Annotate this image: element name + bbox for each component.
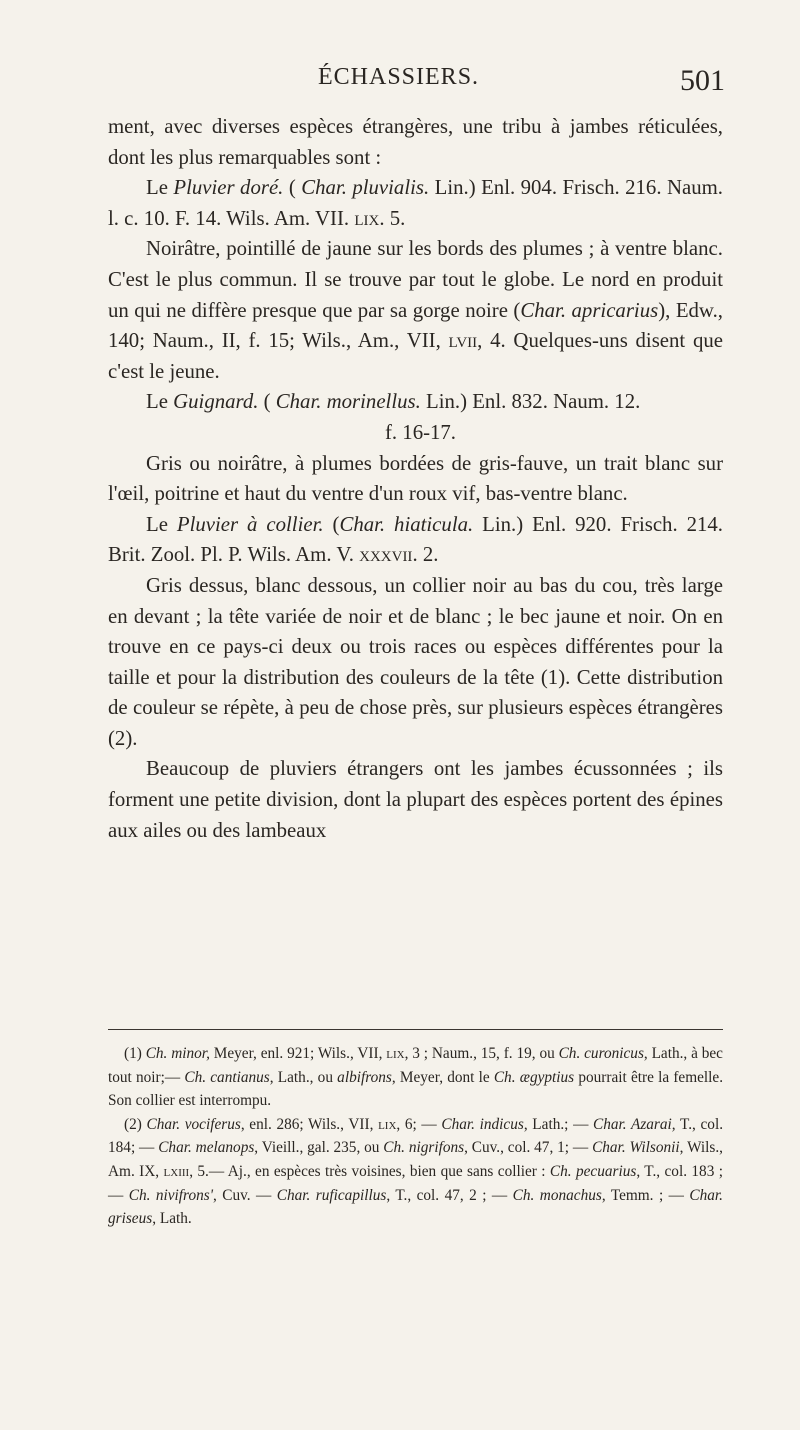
running-head <box>0 64 800 104</box>
latin-name: Char. apricarius <box>520 298 659 322</box>
species-entry-pluvier-a-collier: Le Pluvier à collier. (Char. hiaticula. Lin.) Enl. 920. Frisch. 214. Brit. Zool. Pl. P. Wils. Am. V. xxxvii. 2. <box>108 512 723 567</box>
latin-name: Char. morinellus. <box>275 390 421 414</box>
latin-name: Char. pluvialis. <box>301 176 430 200</box>
species-entry-pluvier-dore: Le Pluvier doré. ( Char. pluvialis. Lin.) Enl. 904. Frisch. 216. Naum. l. c. 10. F. 14. Wils. Am. VII. lix. 5. <box>108 176 724 230</box>
species-description-pluvier-a-collier: Gris dessus, blanc dessous, un collier noir au bas du cou, très large en devant ; la tête variée de noir et de blanc ; le bec jaune et noir. On en trouve en ce pays-ci deux ou trois races ou espèces différentes pour la taille et pour la distribution des couleurs de la tête (1). Cette distribution de couleur se répète, à peu de chose près, sur plusieurs espèces étrangères (2). <box>108 573 723 750</box>
paragraph-continuation: ment, avec diverses espèces étrangères, une tribu à jambes réticulées, dont les plus remarquables sont : <box>108 115 723 169</box>
running-title: ÉCHASSIERS. <box>318 64 480 90</box>
species-name: Pluvier doré. <box>173 176 284 200</box>
footnotes <box>108 1029 723 1231</box>
footnote-2: (2) Char. vociferus, enl. 286; Wils., VII, lix, 6; — Char. indicus, Lath.; — Char. Azarai, T., col. 184; — Char. melanops, Vieill., gal. 235, ou Ch. nigrifons, Cuv., col. 47, 1; — Char. Wilsonii, Wils., Am. IX, lxiii, 5.— Aj., en espèces très voisines, bien que sans collier : Ch. pecuarius, T., col. 183 ; — Ch. nivifrons', Cuv. — Char. ruficapillus, T., col. 47, 2 ; — Ch. monachus, Temm. ; — Char. griseus, Lath. <box>108 1115 724 1228</box>
species-description-pluvier-dore: Noirâtre, pointillé de jaune sur les bords des plumes ; à ventre blanc. C'est le plus commun. Il se trouve par tout le globe. Le nord en produit un qui ne diffère presque que par sa gorge noire (Char. apricarius), Edw., 140; Naum., II, f. 15; Wils., Am., VII, lvii, 4. Quelques-uns disent que c'est le jeune. <box>108 237 723 383</box>
latin-name: Char. hiaticula. <box>339 512 474 536</box>
footnote-1: (1) Ch. minor, Meyer, enl. 921; Wils., VII, lix, 3 ; Naum., 15, f. 19, ou Ch. curonicus, Lath., à bec tout noir;— Ch. cantianus, Lath., ou albifrons, Meyer, dont le Ch. ægyptius pourrait être la femelle. Son collier est interrompu. <box>108 1045 724 1110</box>
species-name: Guignard. <box>173 390 259 414</box>
main-text <box>108 112 723 846</box>
species-entry-guignard-figure-ref: f. 16-17. <box>384 420 457 444</box>
species-name: Pluvier à collier. <box>176 512 324 536</box>
species-description-guignard: Gris ou noirâtre, à plumes bordées de gris-fauve, un trait blanc sur l'œil, poitrine et haut du ventre d'un roux vif, bas-ventre blanc. <box>108 451 723 506</box>
species-entry-guignard: Le Guignard. ( Char. morinellus. Lin.) Enl. 832. Naum. 12. <box>146 390 641 414</box>
page-number: 501 <box>680 64 725 97</box>
paragraph-pluviers-etrangers: Beaucoup de pluviers étrangers ont les jambes écussonnées ; ils forment une petite division, dont la plupart des espèces portent des épines aux ailes ou des lambeaux <box>108 757 723 842</box>
